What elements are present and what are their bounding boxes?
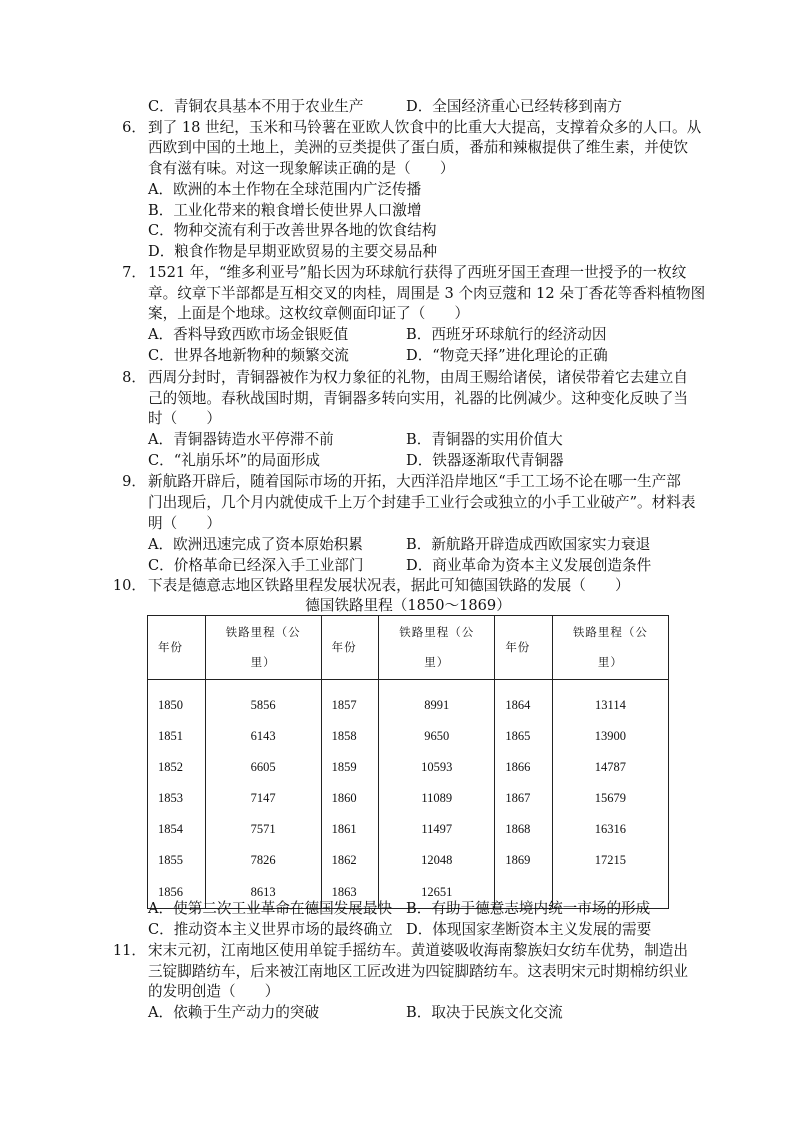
- mileage-cell: 10593: [379, 752, 495, 783]
- q5-option-c: C．青铜农具基本不用于农业生产: [148, 98, 364, 115]
- header-year: 年份: [321, 616, 379, 680]
- year-cell: 1853: [148, 783, 206, 814]
- option-c: C．推动资本主义世界市场的最终确立: [148, 921, 393, 938]
- table-row: [148, 752, 669, 783]
- year-cell: 1855: [148, 845, 206, 876]
- year-cell: 1851: [148, 721, 206, 752]
- mileage-cell: 7571: [205, 814, 321, 845]
- question-stem-line: 门出现后，几个月内就使成千上万个封建手工业行会或独立的小手工业破产”。材料表: [148, 494, 696, 511]
- year-cell: 1857: [321, 680, 379, 722]
- option-b: B．取决于民族文化交流: [406, 1004, 563, 1021]
- option-d: D．体现国家垄断资本主义发展的需要: [406, 921, 652, 938]
- option-b: B．新航路开辟造成西欧国家实力衰退: [406, 536, 651, 553]
- option-b: B．有助于德意志境内统一市场的形成: [406, 900, 651, 917]
- header-length: 铁路里程（公 里）: [379, 616, 495, 680]
- question-stem-line: 宋末元初，江南地区使用单锭手摇纺车。黄道婆吸收海南黎族妇女纺车优势，制造出: [148, 942, 688, 959]
- option-a: A．香料导致西欧市场金银贬值: [148, 326, 349, 343]
- question-stem-line: 三锭脚踏纺车，后来被江南地区工匠改进为四锭脚踏纺车。这表明宋元时期棉纺织业: [148, 963, 688, 980]
- question-number: 10．: [112, 577, 146, 594]
- mileage-cell: 9650: [379, 721, 495, 752]
- mileage-cell: 17215: [552, 845, 668, 876]
- option-d: D．粮食作物是早期亚欧贸易的主要交易品种: [148, 243, 437, 260]
- table-row: [148, 845, 669, 876]
- mileage-cell: 14787: [552, 752, 668, 783]
- year-cell: 1854: [148, 814, 206, 845]
- option-b: B．工业化带来的粮食增长使世界人口激增: [148, 202, 422, 219]
- mileage-cell: 16316: [552, 814, 668, 845]
- option-d: D．商业革命为资本主义发展创造条件: [406, 557, 652, 574]
- header-length: 铁路里程（公 里）: [552, 616, 668, 680]
- question-stem-line: 案，上面是个地球。这枚纹章侧面印证了（ ）: [148, 305, 470, 322]
- option-c: C．物种交流有利于改善世界各地的饮食结构: [148, 222, 437, 239]
- header-length: 铁路里程（公 里）: [205, 616, 321, 680]
- question-stem-line: 下表是德意志地区铁路里程发展状况表，据此可知德国铁路的发展（ ）: [148, 577, 630, 594]
- mileage-cell: 11089: [379, 783, 495, 814]
- mileage-cell: 5856: [205, 680, 321, 722]
- table-row: [148, 680, 669, 722]
- year-cell: 1865: [495, 721, 553, 752]
- option-c: C．价格革命已经深入手工业部门: [148, 557, 364, 574]
- table-row: [148, 814, 669, 845]
- year-cell: 1868: [495, 814, 553, 845]
- question-stem-line: 到了 18 世纪，玉米和马铃薯在亚欧人饮食中的比重大大提高，支撑着众多的人口。从: [148, 119, 702, 136]
- mileage-cell: 15679: [552, 783, 668, 814]
- question-stem-line: 1521 年，“维多利亚号”船长因为环球航行获得了西班牙国王查理一世授予的一枚纹: [148, 264, 687, 281]
- mileage-cell: 12048: [379, 845, 495, 876]
- mileage-cell: 6605: [205, 752, 321, 783]
- mileage-cell: 7826: [205, 845, 321, 876]
- question-stem-line: 的发明创造（ ）: [148, 983, 280, 1000]
- q5-option-d: D．全国经济重心已经转移到南方: [406, 98, 623, 115]
- year-cell: 1864: [495, 680, 553, 722]
- railway-mileage-table: [147, 615, 669, 909]
- question-stem-line: 食有滋有味。对这一现象解读正确的是（ ）: [148, 160, 455, 177]
- year-cell: 1856: [148, 876, 206, 909]
- mileage-cell: 8613: [205, 876, 321, 909]
- year-cell: 1861: [321, 814, 379, 845]
- option-c: C．“礼崩乐坏”的局面形成: [148, 452, 321, 469]
- option-a: A．欧洲迅速完成了资本原始积累: [148, 536, 363, 553]
- option-b: B．青铜器的实用价值大: [406, 431, 563, 448]
- question-number: 8．: [122, 369, 146, 386]
- year-cell: 1866: [495, 752, 553, 783]
- year-cell: 1850: [148, 680, 206, 722]
- question-stem-line: 西欧到中国的土地上，美洲的豆类提供了蛋白质，番茄和辣椒提供了维生素，并使饮: [148, 139, 688, 156]
- question-number: 7．: [122, 264, 146, 281]
- year-cell: 1860: [321, 783, 379, 814]
- mileage-cell: 12651: [379, 876, 495, 909]
- question-stem-line: 西周分封时，青铜器被作为权力象征的礼物，由周王赐给诸侯，诸侯带着它去建立自: [148, 369, 688, 386]
- year-cell: 1862: [321, 845, 379, 876]
- option-d: D．“物竞天择”进化理论的正确: [406, 347, 608, 364]
- year-cell: 1867: [495, 783, 553, 814]
- option-b: B．西班牙环球航行的经济动因: [406, 326, 607, 343]
- question-number: 9．: [122, 473, 146, 490]
- mileage-cell: 6143: [205, 721, 321, 752]
- option-a: A．欧洲的本土作物在全球范围内广泛传播: [148, 181, 422, 198]
- year-cell: 1858: [321, 721, 379, 752]
- option-d: D．铁器逐渐取代青铜器: [406, 452, 564, 469]
- question-stem-line: 明（ ）: [148, 515, 221, 532]
- year-cell: 1852: [148, 752, 206, 783]
- header-year: 年份: [495, 616, 553, 680]
- year-cell: 1869: [495, 845, 553, 876]
- question-stem-line: 新航路开辟后，随着国际市场的开拓，大西洋沿岸地区“手工工场不论在哪一生产部: [148, 473, 681, 490]
- table-row: [148, 721, 669, 752]
- question-stem-line: 己的领地。春秋战国时期，青铜器多转向实用，礼器的比例减少。这种变化反映了当: [148, 390, 688, 407]
- question-stem-line: 章。纹章下半部都是互相交叉的肉桂，周围是 3 个肉豆蔻和 12 朵丁香花等香料植物图: [148, 285, 706, 302]
- mileage-cell: 13900: [552, 721, 668, 752]
- mileage-cell: 8991: [379, 680, 495, 722]
- option-a: A．使第二次工业革命在德国发展最快: [148, 900, 393, 917]
- mileage-cell: 7147: [205, 783, 321, 814]
- year-cell: 1859: [321, 752, 379, 783]
- year-cell: 1863: [321, 876, 379, 909]
- mileage-cell: 11497: [379, 814, 495, 845]
- table-row: [148, 783, 669, 814]
- option-a: A．青铜器铸造水平停滞不前: [148, 431, 334, 448]
- header-year: 年份: [148, 616, 206, 680]
- option-c: C．世界各地新物种的频繁交流: [148, 347, 349, 364]
- table-caption: 德国铁路里程（1850～1869）: [305, 597, 511, 614]
- question-stem-line: 时（ ）: [148, 410, 221, 427]
- option-a: A．依赖于生产动力的突破: [148, 1004, 320, 1021]
- question-number: 11．: [112, 942, 146, 959]
- mileage-cell: 13114: [552, 680, 668, 722]
- question-number: 6．: [122, 119, 146, 136]
- table-header-row: [148, 616, 669, 680]
